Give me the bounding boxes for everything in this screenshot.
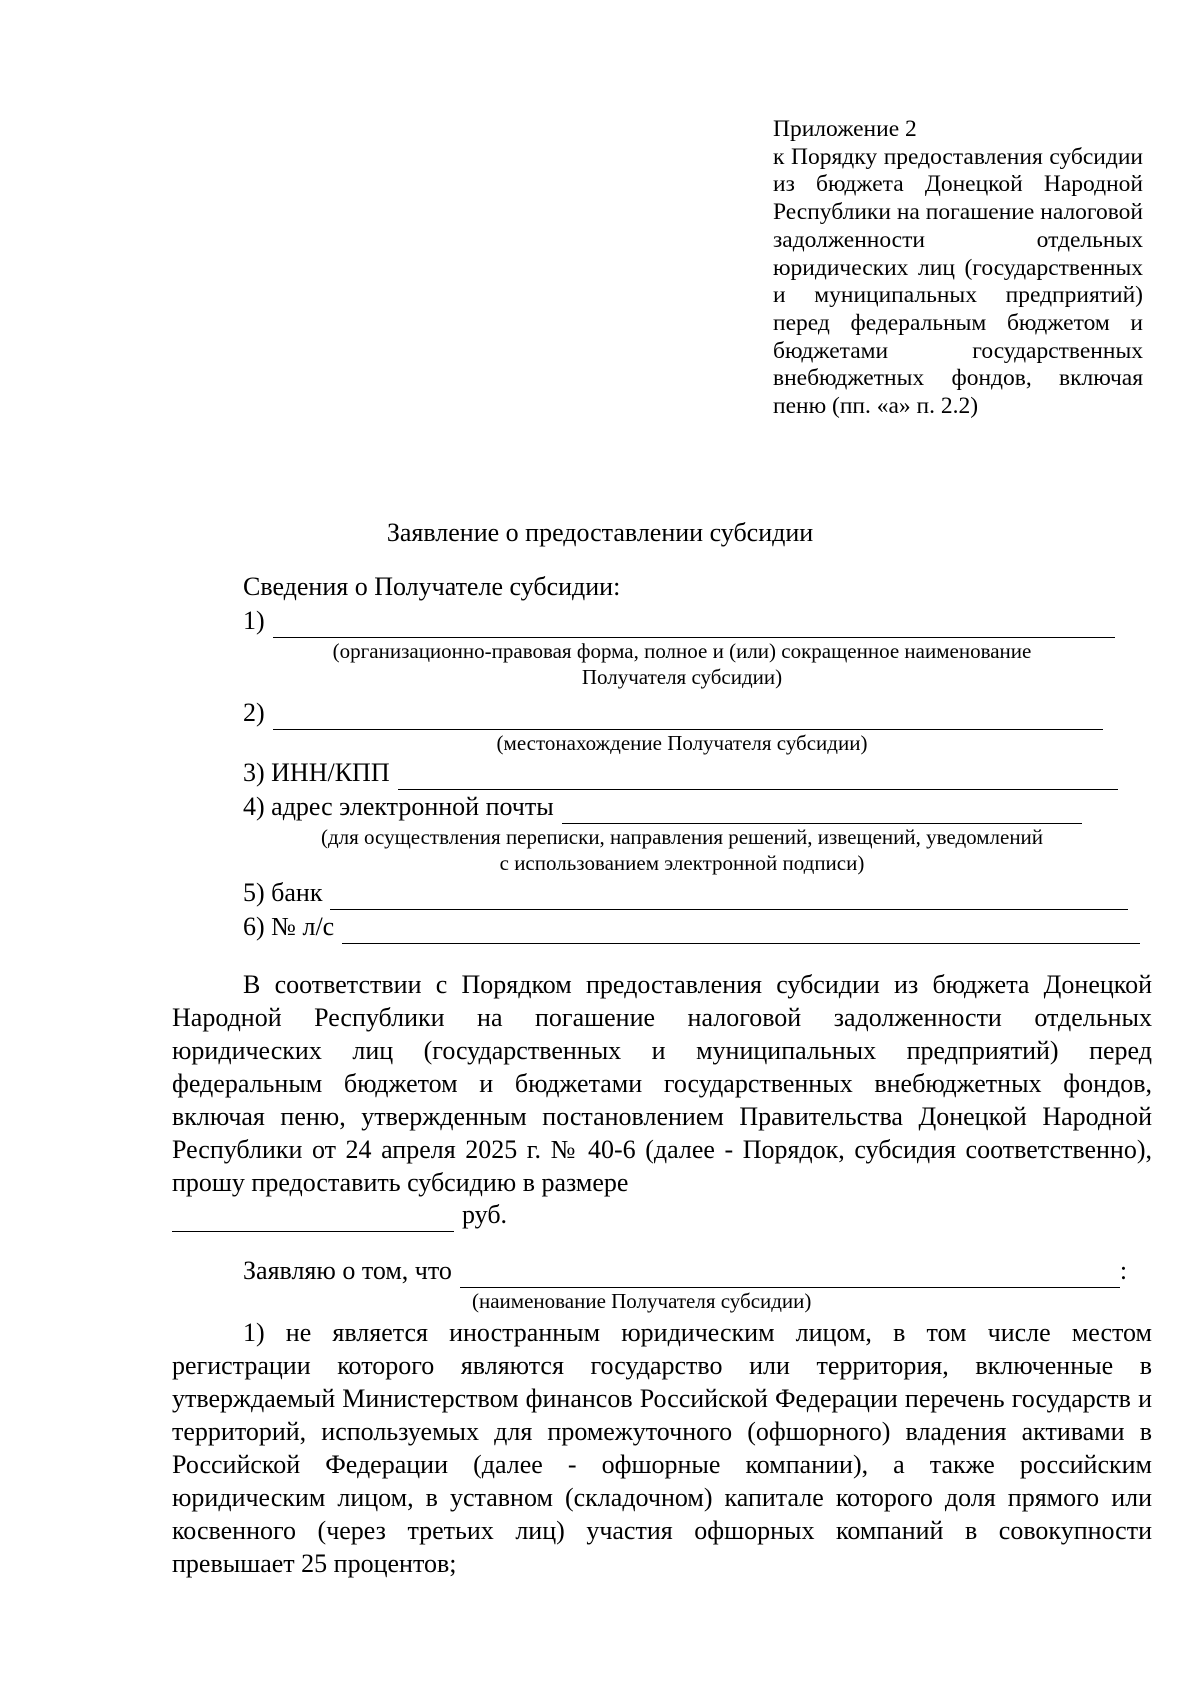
account-row: [172, 910, 1152, 944]
item3-label: 3) ИНН/КПП: [243, 758, 390, 787]
item1-label: 1): [243, 606, 265, 635]
recipient-name-field[interactable]: [273, 610, 1115, 638]
bank-field[interactable]: [330, 882, 1128, 910]
declare-label: Заявляю о том, что: [243, 1256, 452, 1285]
document-title: Заявление о предоставлении субсидии: [386, 518, 814, 547]
appendix-block: [773, 116, 1143, 421]
email-hint-2: с использованием электронной подписи): [499, 851, 865, 875]
document-body: [172, 570, 1152, 1580]
recipient-heading: Сведения о Получателе субсидии:: [243, 572, 621, 601]
email-row: [172, 790, 1152, 824]
item2-label: 2): [243, 698, 265, 727]
inn-kpp-row: [172, 756, 1152, 790]
declare-colon: :: [1119, 1256, 1128, 1285]
declare-point-1: 1) не является иностранным юридическим лицом, в том числе местом регистрации которого являются государство или территория, включенные в утверждаемый Министерством финансов Российской Федерации перечень государств и территорий, используемых для промежуточного (офшорного) владения активами в Российской Федерации (далее - офшорные компании), а также российским юридическим лицом, в уставном (складочном) капитале которого доля прямого или косвенного (через третьих лиц) участия офшорных компаний в совокупности превышает 25 процентов;: [172, 1318, 1152, 1578]
recipient-location-field[interactable]: [273, 702, 1103, 730]
recipient-name-hint-2: Получателя субсидии): [581, 665, 783, 689]
amount-unit: руб.: [462, 1200, 508, 1229]
bank-row: [172, 876, 1152, 910]
recipient-location-row: [172, 696, 1152, 730]
appendix-text: к Порядку предоставления субсидии из бюджета Донецкой Народной Республики на погашение налоговой задолженности отдельных юридических лиц (государственных и муниципальных предприятий) перед федеральным бюджетом и бюджетами государственных внебюджетных фондов, включая пеню (пп. «а» п. 2.2): [773, 143, 1143, 420]
item4-label: 4) адрес электронной почты: [243, 792, 554, 821]
amount-field[interactable]: [172, 1204, 454, 1232]
declare-row: [172, 1254, 1152, 1288]
amount-row: [172, 1199, 1152, 1232]
recipient-location-hint: (местонахождение Получателя субсидии): [496, 731, 868, 755]
main-paragraph: В соответствии с Порядком предоставления субсидии из бюджета Донецкой Народной Республики на погашение налоговой задолженности отдельных юридических лиц (государственных и муниципальных предприятий) перед федеральным бюджетом и бюджетами государственных внебюджетных фондов, включая пеню, утвержденным постановлением Правительства Донецкой Народной Республики от 24 апреля 2025 г. № 40-6 (далее - Порядок, субсидия соответственно), прошу предоставить субсидию в размере: [172, 970, 1152, 1197]
appendix-label: Приложение 2: [773, 116, 917, 142]
inn-kpp-field[interactable]: [398, 762, 1118, 790]
item6-label: 6) № л/с: [243, 912, 335, 941]
declare-name-field[interactable]: [460, 1260, 1120, 1288]
email-field[interactable]: [562, 796, 1082, 824]
account-field[interactable]: [342, 916, 1140, 944]
item5-label: 5) банк: [243, 878, 323, 907]
declare-hint: (наименование Получателя субсидии): [472, 1289, 812, 1313]
recipient-name-hint-1: (организационно-правовая форма, полное и (или) сокращенное наименование: [332, 639, 1032, 663]
email-hint-1: (для осуществления переписки, направления решений, извещений, уведомлений: [320, 825, 1044, 849]
recipient-name-row: [172, 604, 1152, 638]
